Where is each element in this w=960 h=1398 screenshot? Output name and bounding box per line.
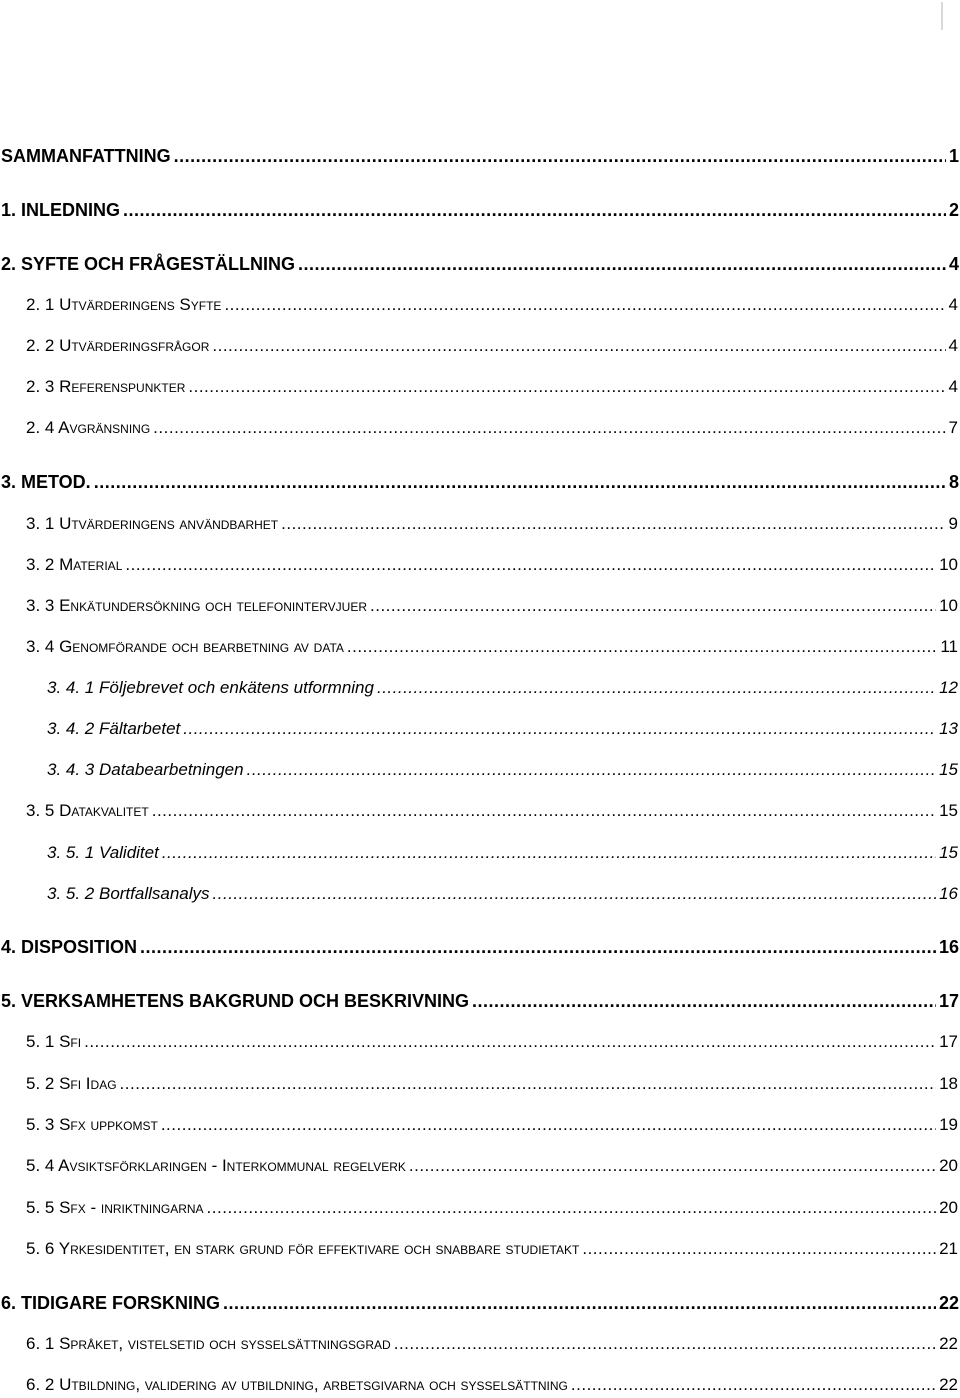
toc-entry-page: 19	[939, 1115, 958, 1134]
toc-entry-page: 22	[939, 1334, 958, 1353]
toc-entry-page: 10	[939, 555, 958, 574]
toc-leader	[409, 1153, 936, 1179]
toc-entry-label: 5. 4 Avsiktsförklaringen - Interkommunal regelverk	[26, 1156, 406, 1175]
toc-entry-label: 2. 1 Utvärderingens Syfte	[26, 295, 222, 314]
toc-entry[interactable]	[26, 634, 958, 660]
toc-entry-page: 13	[939, 719, 958, 738]
toc-entry-page: 11	[940, 637, 958, 656]
toc-leader	[183, 716, 936, 742]
toc-entry-page: 15	[939, 843, 958, 862]
toc-entry[interactable]	[26, 1029, 958, 1055]
toc-entry-page: 20	[939, 1198, 958, 1217]
toc-entry-label: 3. 5 Datakvalitet	[26, 801, 149, 820]
toc-entry-page: 16	[938, 937, 959, 957]
toc-entry-page: 4	[948, 377, 958, 396]
toc-entry-label: 6. 1 Språket, vistelsetid och sysselsättningsgrad	[26, 1334, 391, 1353]
toc-entry-page: 4	[948, 336, 958, 355]
toc-entry-page: 1	[948, 146, 959, 166]
toc-entry-label: 3. 5. 1 Validitet	[47, 843, 159, 862]
toc-entry[interactable]	[26, 292, 958, 318]
toc-leader	[188, 374, 945, 400]
toc-entry-page: 20	[939, 1156, 958, 1175]
toc-entry-label: 5. 1 Sfi	[26, 1032, 82, 1051]
toc-entry-page: 9	[948, 514, 958, 533]
toc-leader	[125, 552, 936, 578]
toc-leader	[161, 1112, 936, 1138]
toc-entry[interactable]	[1, 251, 959, 277]
toc-leader	[224, 292, 945, 318]
toc-leader	[472, 988, 936, 1014]
toc-entry-page: 2	[948, 200, 959, 220]
toc-entry[interactable]	[26, 1331, 958, 1357]
toc-entry[interactable]	[26, 374, 958, 400]
toc-entry[interactable]	[1, 1290, 959, 1316]
toc-entry-page: 22	[939, 1375, 958, 1394]
toc-entry[interactable]	[1, 143, 959, 169]
toc-leader	[582, 1236, 936, 1262]
toc-entry[interactable]	[47, 675, 958, 701]
toc-entry-page: 17	[938, 991, 959, 1011]
toc-entry-label: 2. SYFTE OCH FRÅGESTÄLLNING	[1, 254, 296, 274]
toc-entry-page: 15	[939, 801, 958, 820]
toc-entry[interactable]	[1, 469, 959, 495]
toc-entry-label: 4. DISPOSITION	[1, 937, 138, 957]
toc-leader	[140, 934, 936, 960]
toc-entry[interactable]	[1, 988, 959, 1014]
toc-entry[interactable]	[26, 1153, 958, 1179]
toc-entry-label: 1. INLEDNING	[1, 200, 121, 220]
toc-leader	[298, 251, 946, 277]
toc-entry-label: 2. 2 Utvärderingsfrågor	[26, 336, 210, 355]
toc-entry-label: 5. 6 Yrkesidentitet, en stark grund för effektivare och snabbare studietakt	[26, 1239, 580, 1258]
toc-entry-label: 3. 4. 2 Fältarbetet	[47, 719, 181, 738]
toc-entry[interactable]	[1, 934, 959, 960]
toc-leader	[377, 675, 936, 701]
toc-entry-label: 2. 4 Avgränsning	[26, 418, 151, 437]
toc-entry-label: 3. 5. 2 Bortfallsanalys	[47, 884, 210, 903]
toc-entry-page: 15	[939, 760, 958, 779]
toc-leader	[281, 511, 945, 537]
toc-entry[interactable]	[26, 798, 958, 824]
toc-entry-page: 12	[939, 678, 958, 697]
toc-entry-label: 5. 5 Sfx - inriktningarna	[26, 1198, 204, 1217]
toc-entry[interactable]	[26, 1195, 958, 1221]
toc-entry-page: 16	[939, 884, 958, 903]
toc-leader	[247, 757, 936, 783]
toc-entry-label: SAMMANFATTNING	[1, 146, 171, 166]
toc-entry-page: 4	[948, 254, 959, 274]
toc-entry-label: 2. 3 Referenspunkter	[26, 377, 186, 396]
toc-leader	[174, 143, 946, 169]
toc-entry[interactable]	[26, 593, 958, 619]
toc-entry[interactable]	[47, 716, 958, 742]
toc-entry-label: 5. VERKSAMHETENS BAKGRUND OCH BESKRIVNING	[1, 991, 470, 1011]
toc-entry-page: 4	[948, 295, 958, 314]
toc-leader	[120, 1071, 937, 1097]
toc-leader	[152, 798, 936, 824]
toc-leader	[94, 469, 946, 495]
toc-entry[interactable]	[26, 415, 958, 441]
toc-entry-label: 5. 3 Sfx uppkomst	[26, 1115, 158, 1134]
toc-leader	[212, 333, 945, 359]
toc-entry[interactable]	[47, 840, 958, 866]
toc-leader	[153, 415, 945, 441]
toc-entry-page: 18	[939, 1074, 958, 1093]
toc-leader	[571, 1372, 936, 1398]
toc-entry-page: 22	[938, 1293, 959, 1313]
toc-entry-label: 3. 4. 3 Databearbetningen	[47, 760, 244, 779]
toc-leader	[123, 197, 946, 223]
toc-entry-label: 3. 3 Enkätundersökning och telefonintervjuer	[26, 596, 368, 615]
toc-entry-label: 3. 4. 1 Följebrevet och enkätens utformning	[47, 678, 374, 697]
toc-leader	[207, 1195, 937, 1221]
toc-entry-label: 6. TIDIGARE FORSKNING	[1, 1293, 221, 1313]
toc-entry-page: 21	[939, 1239, 958, 1258]
toc-entry[interactable]	[47, 881, 958, 907]
toc-entry-page: 17	[939, 1032, 958, 1051]
toc-entry-label: 3. METOD.	[1, 472, 91, 492]
toc-entry-page: 10	[939, 596, 958, 615]
toc-entry-label: 3. 4 Genomförande och bearbetning av data	[26, 637, 344, 656]
toc-leader	[84, 1029, 936, 1055]
toc-entry[interactable]	[26, 1071, 958, 1097]
toc-entry[interactable]	[26, 552, 958, 578]
toc-entry-page: 7	[948, 418, 958, 437]
toc-leader	[223, 1290, 936, 1316]
toc-leader	[162, 840, 936, 866]
toc-entry-page: 8	[948, 472, 959, 492]
toc-leader	[370, 593, 936, 619]
toc-leader	[394, 1331, 936, 1357]
toc-entry-label: 6. 2 Utbildning, validering av utbildning, arbetsgivarna och sysselsättning	[26, 1375, 568, 1394]
toc-entry-label: 3. 1 Utvärderingens användbarhet	[26, 514, 279, 533]
toc-entry[interactable]	[26, 1112, 958, 1138]
toc-entry[interactable]	[26, 1372, 958, 1398]
toc-leader	[347, 634, 937, 660]
toc-entry[interactable]	[1, 197, 959, 223]
toc-entry[interactable]	[26, 333, 958, 359]
toc-leader	[213, 881, 937, 907]
toc-entry[interactable]	[26, 511, 958, 537]
toc-entry-label: 5. 2 Sfi Idag	[26, 1074, 117, 1093]
toc-entry-label: 3. 2 Material	[26, 555, 123, 574]
toc-entry[interactable]	[47, 757, 958, 783]
toc-entry[interactable]	[26, 1236, 958, 1262]
